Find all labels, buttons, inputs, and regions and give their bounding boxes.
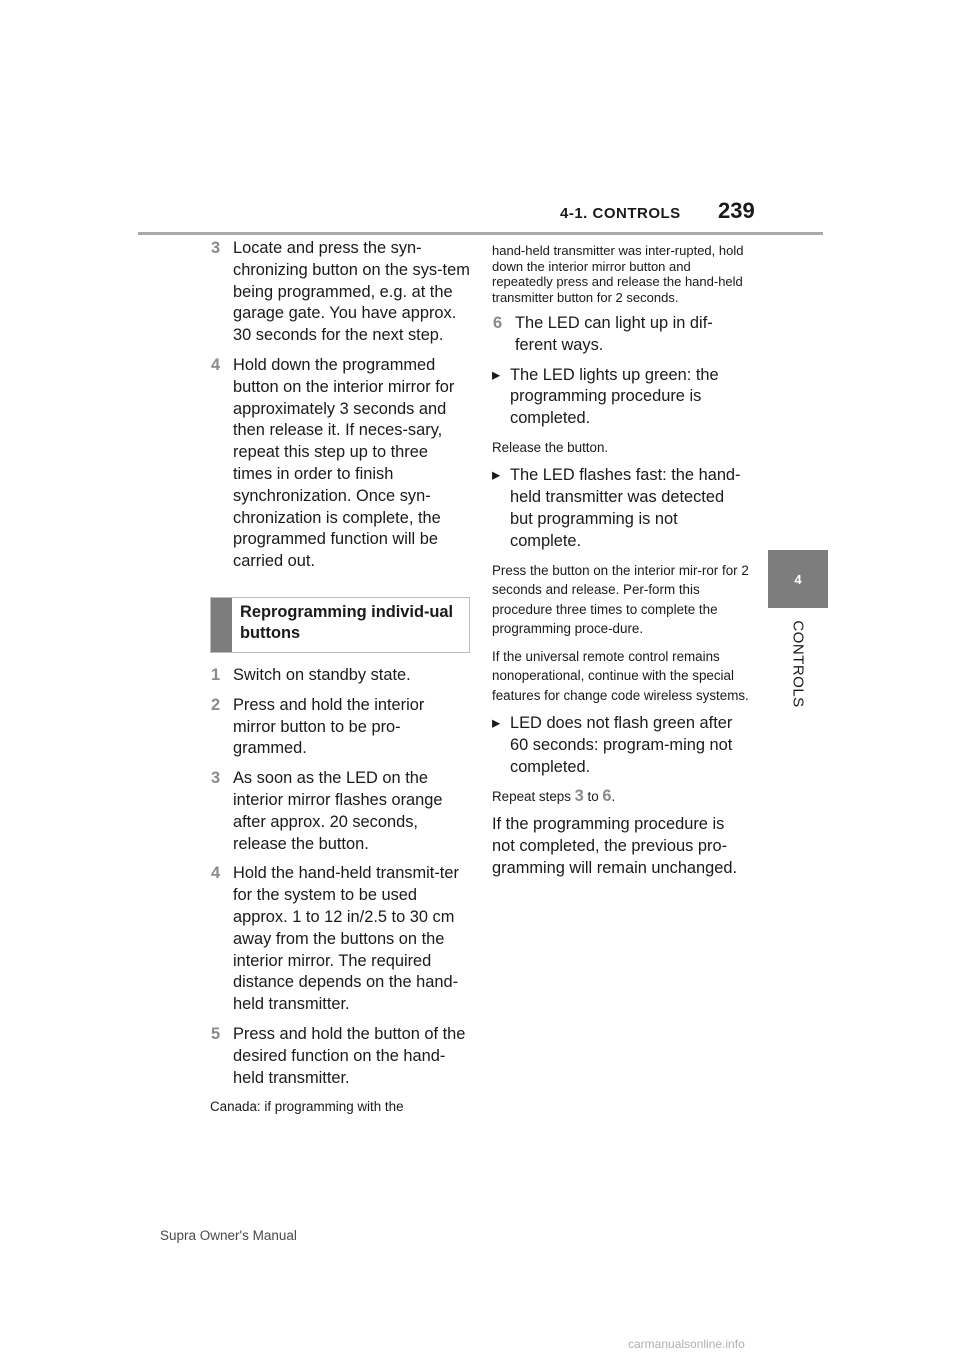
step-number: 3 [211,769,221,788]
chapter-tab-number: 4 [794,571,802,587]
manual-title: Supra Owner's Manual [160,1228,297,1243]
step-4b [210,863,470,1016]
bullet-text: LED does not flash green after 60 seconds: program-ming not completed. [510,714,733,776]
bullet-text: The LED flashes fast: the hand-held transmitter was detected but programming is not complete. [510,466,741,550]
final-paragraph: If the programming procedure is not completed, the previous pro-gramming will remain unchanged. [492,815,738,877]
bullet-led-green [492,365,750,430]
step-6 [492,313,750,357]
chapter-tab-label: CONTROLS [789,620,807,708]
note-repeat-steps: Repeat steps 3 to 6. [492,786,616,805]
note-nonoperational: If the universal remote control remains nonoperational, continue with the special features for change code wireless systems. [492,648,749,703]
section-callout [210,597,470,653]
step-3b [210,768,470,855]
step-ref: 3 [574,786,584,805]
note-press-button: Press the button on the interior mir-ror for 2 seconds and release. Per-form this procedure three times to complete the programming proce-dure. [492,562,749,637]
step-number: 5 [211,1024,221,1043]
bullet-led-no-flash [492,713,750,778]
bullet-arrow-icon: ▸ [492,365,501,384]
right-column [492,243,750,879]
bullet-text: The LED lights up green: the programming procedure is completed. [510,365,719,428]
step-text: Hold the hand-held transmit-ter for the system to be used approx. 1 to 12 in/2.5 to 30 cm away from the buttons on the interior mirror. The required distance depends on the hand-held transmitter. [233,864,459,1014]
step-5 [210,1024,470,1089]
header-divider [138,232,823,235]
step-text: Press and hold the button of the desired function on the hand-held transmitter. [233,1024,466,1087]
watermark: carmanualsonline.info [628,1337,745,1351]
canada-note-continued: hand-held transmitter was inter-rupted, hold down the interior mirror button and repeatedly press and release the hand-held transmitter button for 2 seconds. [492,243,744,305]
callout-bar [211,598,232,652]
step-text: Press and hold the interior mirror button to be pro-grammed. [233,695,425,758]
step-number: 1 [211,665,221,684]
page-number: 239 [718,198,755,223]
canada-note: Canada: if programming with the [210,1099,404,1115]
step-2 [210,695,470,760]
left-column [210,238,470,1125]
chapter-tab [768,550,828,608]
step-text: Switch on standby state. [233,665,411,684]
bullet-led-flashes [492,465,750,552]
step-text: The LED can light up in dif-ferent ways. [515,314,713,354]
callout-title: Reprogramming individ-ual buttons [240,602,454,643]
step-number: 3 [211,239,221,257]
step-number: 4 [211,864,221,883]
step-4 [210,355,470,573]
note-release: Release the button. [492,439,609,455]
step-number: 4 [211,355,221,374]
bullet-arrow-icon: ▸ [492,466,501,485]
bullet-arrow-icon: ▸ [492,714,501,733]
step-text: Locate and press the syn-chronizing button on the sys-tem being programmed, e.g. at the garage gate. You have approx. 30 seconds for the next step. [233,239,470,345]
step-number: 6 [493,314,503,332]
step-text: Hold down the programmed button on the interior mirror for approximately 3 seconds and then release it. If neces-sary, repeat this step up to three times in order to finish synchronization. Once syn-chronization is complete, the programmed function will be carried out. [233,355,455,571]
step-number: 2 [211,695,221,714]
step-3 [210,238,470,347]
section-title: 4-1. CONTROLS [560,205,681,222]
step-text: As soon as the LED on the interior mirror flashes orange after approx. 20 seconds, release the button. [233,769,443,853]
step-ref: 6 [602,786,612,805]
step-1 [210,665,470,687]
